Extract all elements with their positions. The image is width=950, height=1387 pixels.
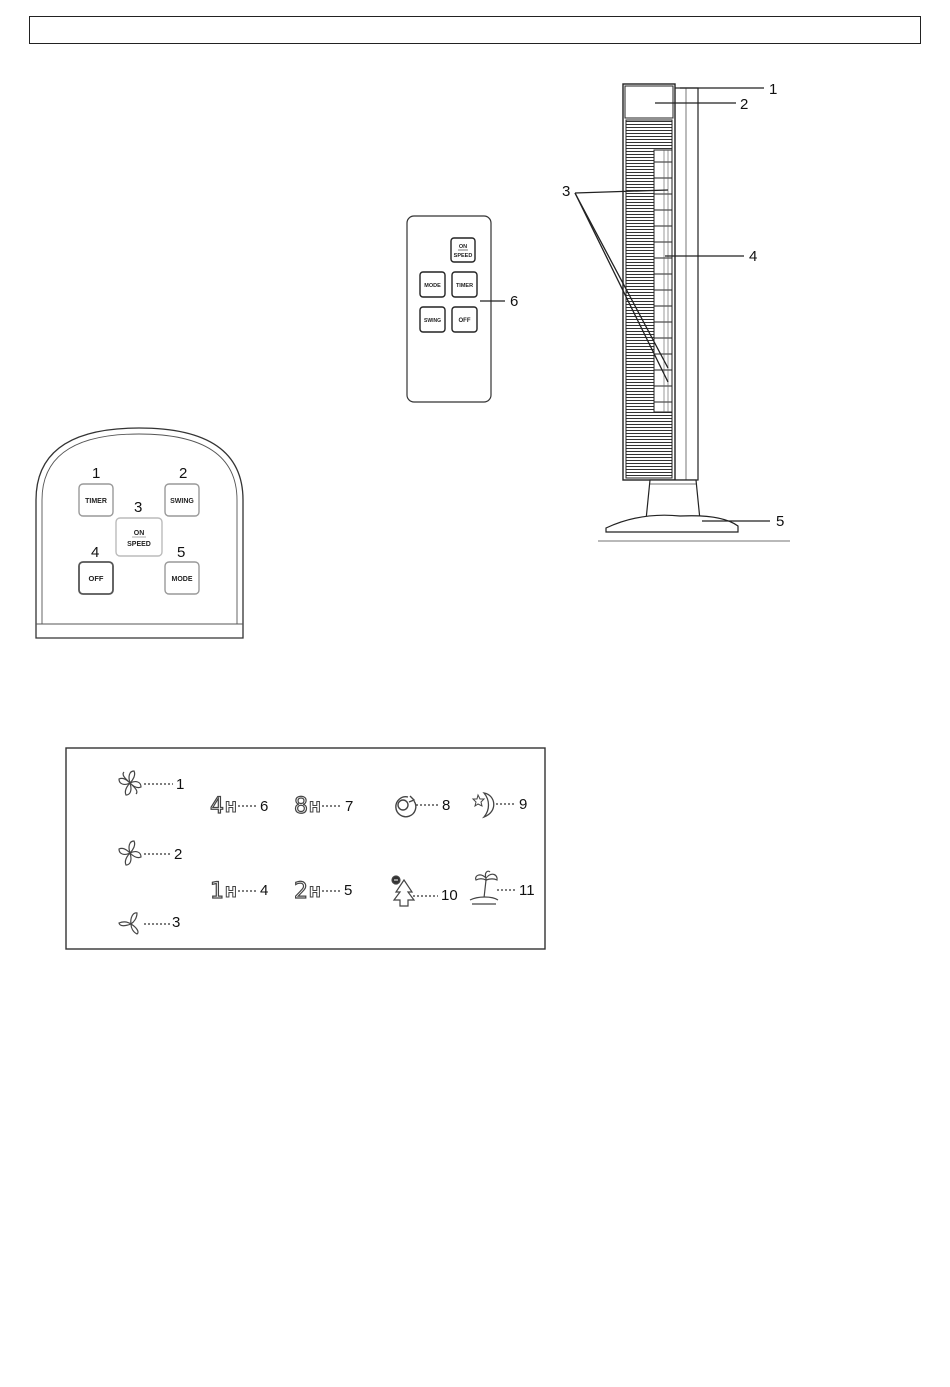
remote-mode-button[interactable]	[420, 272, 445, 297]
panel-on-label: ON	[133, 530, 145, 537]
panel-on-speed-button[interactable]	[116, 518, 162, 556]
timer-1h-unit: H	[225, 885, 237, 901]
remote-callout-6: 6	[510, 293, 519, 310]
panel-label-1: 1	[92, 465, 101, 482]
tower-callout-4: 4	[749, 248, 758, 265]
display-callout-7: 7	[345, 798, 354, 815]
panel-label-2: 2	[179, 465, 188, 482]
panel-off-button[interactable]	[79, 562, 113, 594]
timer-1h-digit: 1	[210, 879, 224, 904]
remote-on-label: ON	[458, 244, 468, 250]
remote-timer-button[interactable]	[452, 272, 477, 297]
timer-4h-digit: 4	[210, 794, 224, 819]
panel-mode-button[interactable]	[165, 562, 199, 594]
panel-timer-label: TIMER	[85, 498, 107, 505]
remote-timer-label: TIMER	[455, 283, 474, 289]
remote-swing-label: SWING	[424, 318, 441, 324]
panel-timer-button[interactable]	[79, 484, 113, 516]
tower-callout-2: 2	[740, 96, 749, 113]
display-callout-3: 3	[172, 914, 181, 931]
remote-swing-button[interactable]	[420, 307, 445, 332]
timer-2h-digit: 2	[294, 879, 308, 904]
remote-speed-label: SPEED	[453, 253, 473, 259]
panel-off-label: OFF	[88, 574, 104, 583]
panel-label-4: 4	[91, 544, 100, 561]
panel-swing-button[interactable]	[165, 484, 199, 516]
remote-off-label: OFF	[458, 318, 471, 324]
display-panel	[66, 748, 545, 949]
display-callout-10: 10	[441, 887, 458, 904]
display-callout-5: 5	[344, 882, 353, 899]
remote-off-button[interactable]	[452, 307, 477, 332]
remote-on-speed-button[interactable]	[451, 238, 475, 262]
remote-control	[407, 216, 505, 402]
display-callout-4: 4	[260, 882, 269, 899]
control-panel	[36, 428, 243, 638]
display-callout-1: 1	[176, 776, 185, 793]
panel-mode-label: MODE	[171, 576, 193, 583]
remote-mode-label: MODE	[424, 283, 441, 289]
display-callout-8: 8	[442, 797, 451, 814]
panel-swing-label: SWING	[170, 498, 194, 505]
timer-2h-unit: H	[309, 885, 321, 901]
tower-callout-1: 1	[769, 81, 778, 98]
panel-speed-label: SPEED	[127, 541, 151, 548]
timer-4h-unit: H	[225, 800, 237, 816]
panel-label-3: 3	[134, 499, 143, 516]
timer-8h-unit: H	[309, 800, 321, 816]
tower-callout-5: 5	[776, 513, 785, 530]
timer-8h-digit: 8	[294, 794, 308, 819]
tower-fan	[598, 84, 790, 541]
display-callout-6: 6	[260, 798, 269, 815]
tower-callout-3: 3	[562, 183, 571, 200]
display-callout-9: 9	[519, 796, 528, 813]
display-callout-11: 11	[519, 882, 535, 899]
display-callout-2: 2	[174, 846, 183, 863]
panel-label-5: 5	[177, 544, 186, 561]
